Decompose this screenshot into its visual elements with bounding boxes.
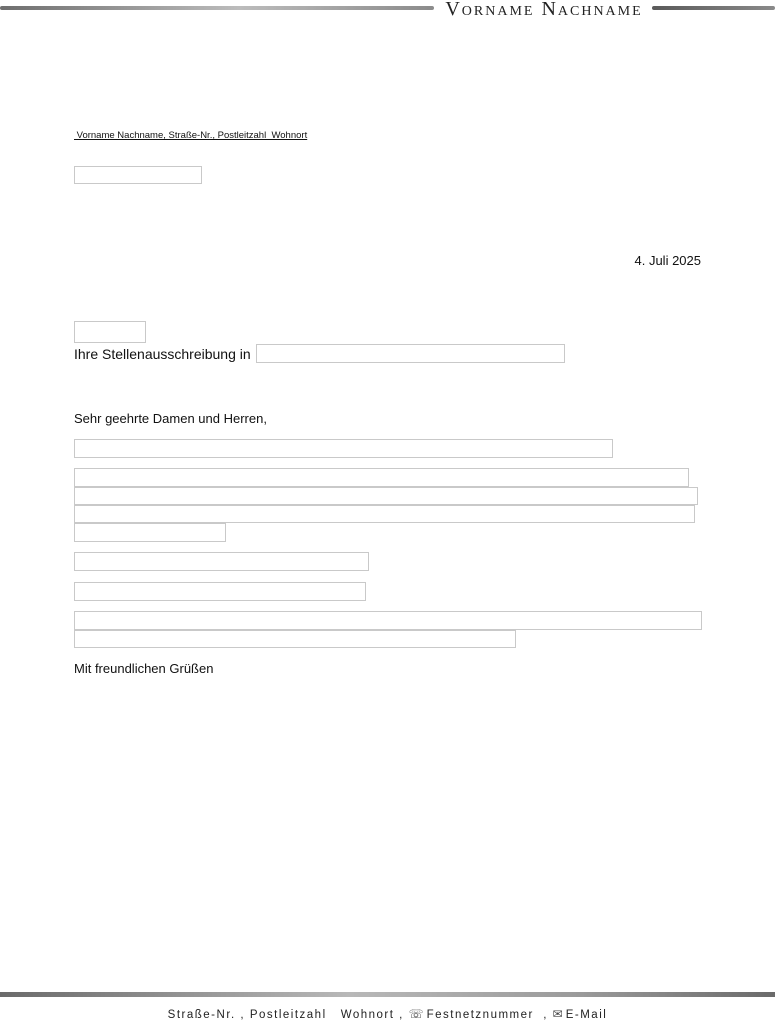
subject-label: Ihre Stellenausschreibung in [74,346,251,362]
body-paragraph-field-5[interactable] [74,552,369,571]
recipient-field[interactable] [74,166,202,184]
subject-field[interactable] [256,344,565,363]
body-paragraph-field-3[interactable] [74,505,695,523]
header-name: Vorname Nachname [445,0,643,20]
footer-rule [0,992,775,997]
footer-contact [0,1007,775,1021]
footer-street: Straße-Nr. , [167,1009,246,1021]
header-rule-left [0,6,434,10]
reference-field[interactable] [74,321,146,343]
footer-city: Postleitzahl Wohnort , [249,1009,404,1021]
footer-phone: Festnetznummer , [426,1009,548,1021]
email-icon: ✉ [552,1007,563,1021]
body-paragraph-field-7[interactable] [74,611,702,630]
closing: Mit freundlichen Grüßen [74,661,214,676]
intro-paragraph-field[interactable] [74,439,613,458]
body-paragraph-field-1[interactable] [74,468,689,487]
header-rule-right [652,6,775,10]
body-paragraph-field-2[interactable] [74,487,698,505]
body-paragraph-field-8[interactable] [74,630,516,648]
phone-icon: ☏ [408,1007,424,1021]
body-paragraph-field-4[interactable] [74,523,226,542]
return-address: Vorname Nachname, Straße-Nr., Postleitzahl Wohnort [74,130,308,141]
letter-date: 4. Juli 2025 [634,253,701,268]
body-paragraph-field-6[interactable] [74,582,366,601]
salutation: Sehr geehrte Damen und Herren, [74,411,267,426]
footer-email: E-Mail [565,1009,608,1021]
